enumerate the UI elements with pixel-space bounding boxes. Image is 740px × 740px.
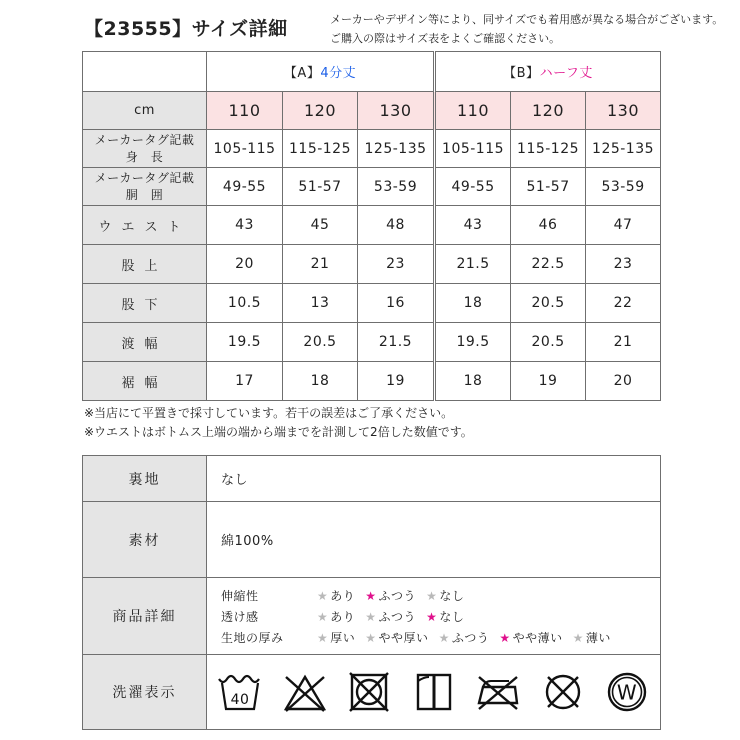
feature-option: [426, 608, 464, 625]
feature-row: [221, 627, 660, 648]
product-detail-row: [83, 578, 661, 655]
detail-table: [82, 455, 661, 730]
feature-option: [573, 629, 611, 646]
star-empty-icon: ★: [365, 609, 377, 624]
note-line-2: ※ウエストはボトムス上端の端から端までを計測して2倍した数値です。: [84, 425, 473, 439]
table-cell: 115-125: [511, 130, 586, 168]
table-cell: 105-115: [207, 130, 283, 168]
table-cell: 51-57: [283, 168, 358, 206]
table-cell: 13: [283, 284, 358, 323]
table-cell: 19.5: [435, 323, 511, 362]
table-cell: 20.5: [511, 323, 586, 362]
size-notice: [330, 10, 723, 48]
table-row: [83, 245, 661, 284]
size-cell: 110: [435, 92, 511, 130]
product-detail-label: 商品詳細: [83, 578, 207, 655]
feature-option-text: なし: [439, 609, 465, 624]
unit-label: cm: [83, 92, 207, 130]
table-cell: 16: [358, 284, 435, 323]
feature-option: [499, 629, 562, 646]
feature-option: [365, 587, 416, 604]
feature-option: [365, 608, 416, 625]
table-row: [83, 130, 661, 168]
row-label: 股下: [83, 284, 207, 323]
table-cell: 51-57: [511, 168, 586, 206]
row-label: メーカータグ記載 胴 囲: [83, 168, 207, 206]
table-cell: 19: [511, 362, 586, 401]
table-cell: 19.5: [207, 323, 283, 362]
table-cell: 45: [283, 206, 358, 245]
table-cell: 18: [283, 362, 358, 401]
table-row: [83, 362, 661, 401]
wet-clean-letter: W: [616, 680, 638, 705]
table-cell: 21.5: [435, 245, 511, 284]
feature-option: [426, 587, 464, 604]
star-empty-icon: ★: [365, 630, 377, 645]
table-row: [83, 168, 661, 206]
table-cell: 53-59: [358, 168, 435, 206]
table-row: [83, 206, 661, 245]
star-empty-icon: ★: [317, 609, 329, 624]
wash-label: 洗濯表示: [83, 655, 207, 730]
line-dry-icon: [411, 671, 457, 713]
star-filled-icon: ★: [365, 588, 377, 603]
table-cell: 17: [207, 362, 283, 401]
size-table: [82, 51, 661, 401]
table-cell: 115-125: [283, 130, 358, 168]
table-cell: 49-55: [207, 168, 283, 206]
feature-option-text: あり: [330, 609, 356, 624]
feature-name: 伸縮性: [221, 588, 259, 603]
table-cell: 43: [435, 206, 511, 245]
table-cell: 47: [586, 206, 661, 245]
wash-40-icon: [217, 671, 263, 713]
table-cell: 46: [511, 206, 586, 245]
size-cell: 130: [586, 92, 661, 130]
wet-clean-icon: [604, 671, 650, 713]
feature-name: 生地の厚み: [221, 630, 284, 645]
lining-row: [83, 456, 661, 502]
feature-option-text: なし: [439, 588, 465, 603]
material-row: [83, 502, 661, 578]
table-cell: 10.5: [207, 284, 283, 323]
table-cell: 23: [358, 245, 435, 284]
group-b-header: 【B】ハーフ丈: [435, 52, 661, 92]
feature-row: [221, 585, 660, 606]
table-cell: 21: [586, 323, 661, 362]
feature-option: [365, 629, 428, 646]
wash-temp-label: 40: [230, 692, 250, 708]
measurement-notes: [84, 404, 473, 442]
feature-name: 透け感: [221, 609, 259, 624]
table-cell: 21: [283, 245, 358, 284]
table-cell: 18: [435, 362, 511, 401]
table-cell: 23: [586, 245, 661, 284]
feature-option-text: あり: [330, 588, 356, 603]
feature-list: [221, 585, 660, 648]
star-empty-icon: ★: [438, 630, 450, 645]
row-label: 裾幅: [83, 362, 207, 401]
notice-line-1: メーカーやデザイン等により、同サイズでも着用感が異なる場合がございます。: [330, 13, 724, 26]
lining-label: 裏地: [83, 456, 207, 502]
row-label: ウエスト: [83, 206, 207, 245]
lining-value: なし: [207, 456, 661, 502]
star-filled-icon: ★: [426, 609, 438, 624]
size-row: [83, 92, 661, 130]
table-cell: 20: [207, 245, 283, 284]
table-cell: 43: [207, 206, 283, 245]
table-cell: 22.5: [511, 245, 586, 284]
feature-option: [439, 629, 490, 646]
no-iron-icon: [475, 671, 521, 713]
star-empty-icon: ★: [426, 588, 438, 603]
table-cell: 21.5: [358, 323, 435, 362]
table-cell: 20: [586, 362, 661, 401]
page-title: 【23555】サイズ詳細: [84, 18, 288, 40]
table-cell: 20.5: [283, 323, 358, 362]
feature-option-text: ふつう: [451, 630, 490, 645]
note-line-1: ※当店にて平置きで採寸しています。若干の誤差はご了承ください。: [84, 406, 454, 420]
no-dry-clean-icon: [540, 671, 586, 713]
wash-row: [83, 655, 661, 730]
feature-row: [221, 606, 660, 627]
feature-option: [317, 587, 355, 604]
table-cell: 125-135: [586, 130, 661, 168]
star-empty-icon: ★: [317, 630, 329, 645]
table-cell: 20.5: [511, 284, 586, 323]
feature-option-text: やや厚い: [378, 630, 429, 645]
table-cell: 53-59: [586, 168, 661, 206]
row-label: メーカータグ記載 身 長: [83, 130, 207, 168]
corner-cell: [83, 52, 207, 92]
wash-icons: [207, 655, 661, 730]
material-value: 綿100%: [207, 502, 661, 578]
material-label: 素材: [83, 502, 207, 578]
table-row: [83, 323, 661, 362]
feature-option-text: 薄い: [585, 630, 611, 645]
notice-line-2: ご購入の際はサイズ表をよくご確認ください。: [330, 32, 561, 45]
table-cell: 18: [435, 284, 511, 323]
table-cell: 125-135: [358, 130, 435, 168]
table-row: [83, 284, 661, 323]
star-empty-icon: ★: [572, 630, 584, 645]
group-header-row: [83, 52, 661, 92]
no-tumble-dry-icon: [346, 671, 392, 713]
size-cell: 110: [207, 92, 283, 130]
size-cell: 120: [511, 92, 586, 130]
size-cell: 130: [358, 92, 435, 130]
no-bleach-icon: [282, 671, 328, 713]
feature-option: [317, 629, 355, 646]
feature-option-text: ふつう: [378, 609, 417, 624]
product-detail-values: [207, 578, 661, 655]
feature-option-text: やや薄い: [512, 630, 563, 645]
table-cell: 49-55: [435, 168, 511, 206]
star-empty-icon: ★: [317, 588, 329, 603]
feature-option-text: 厚い: [330, 630, 356, 645]
table-cell: 105-115: [435, 130, 511, 168]
feature-option: [317, 608, 355, 625]
row-label: 渡幅: [83, 323, 207, 362]
feature-option-text: ふつう: [378, 588, 417, 603]
table-cell: 48: [358, 206, 435, 245]
table-cell: 19: [358, 362, 435, 401]
row-label: 股上: [83, 245, 207, 284]
size-cell: 120: [283, 92, 358, 130]
table-cell: 22: [586, 284, 661, 323]
star-filled-icon: ★: [499, 630, 511, 645]
group-a-header: 【A】4分丈: [207, 52, 435, 92]
